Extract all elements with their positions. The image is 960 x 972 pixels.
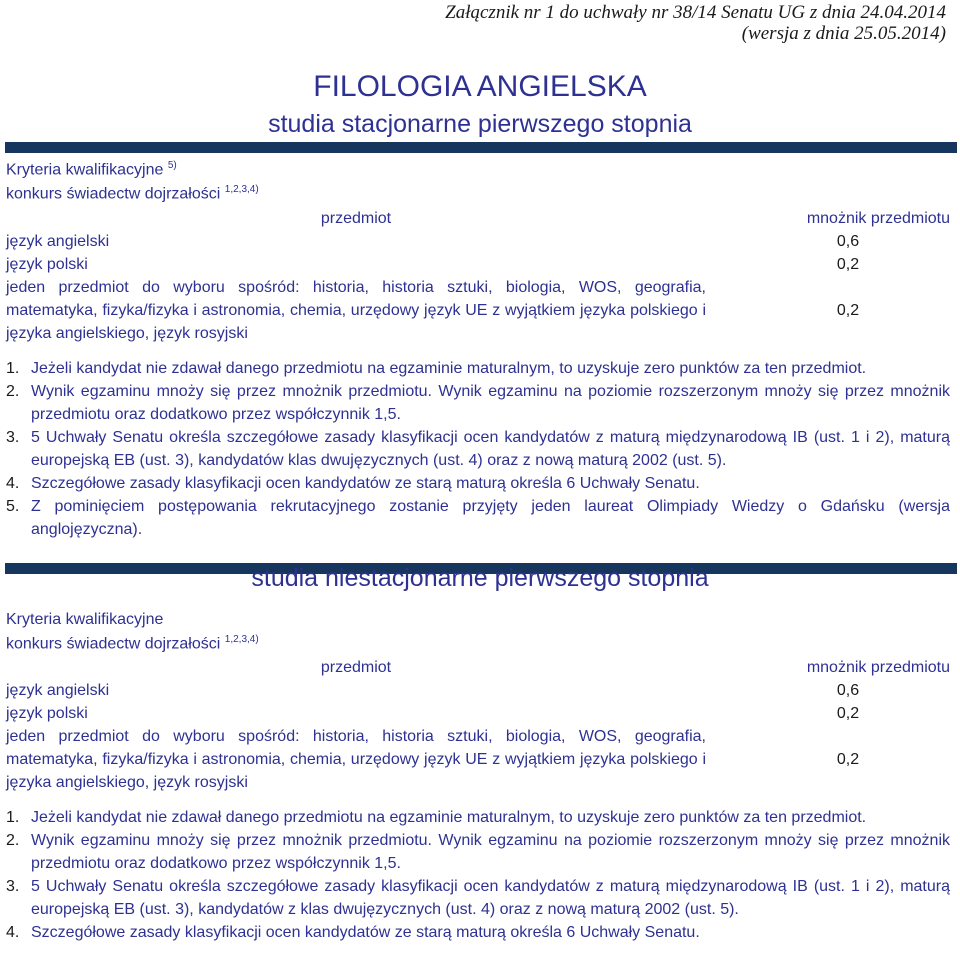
table-row <box>6 253 950 276</box>
table-row <box>6 725 950 794</box>
subject-name: jeden przedmiot do wyboru spośród: historia, historia sztuki, biologia, WOS, geografia, matematyka, fizyka/fizyka i astronomia, chemia, urzędowy język UE z wyjątkiem języka polskiego i języka angielskiego, język rosyjski <box>6 278 706 342</box>
header-line-2: (wersja z dnia 25.05.2014) <box>741 23 946 44</box>
list-item: 1. Jeżeli kandydat nie zdawał danego przedmiotu na egzaminie maturalnym, to uzyskuje zero punktów za ten przedmiot. <box>6 809 867 827</box>
table-row <box>6 702 950 725</box>
contest-label: konkurs świadectw dojrzałości $^{1,2,3,4)}$ <box>6 184 259 203</box>
subject-name: język angielski <box>6 232 110 250</box>
table-row <box>6 679 950 702</box>
contest-footnote-ref: 1,2,3,4) <box>224 634 259 645</box>
subject-name: język angielski <box>6 682 110 700</box>
section-title-full-time: studia stacjonarne pierwszego stopnia <box>268 110 692 138</box>
col-header-multiplier: mnożnik przedmiotu <box>806 209 950 227</box>
col-header-subject: przedmiot <box>320 209 392 227</box>
list-item: 2. Wynik egzaminu mnoży się przez mnożnik przedmiotu. Wynik egzaminu na poziomie rozszerzonym mnoży się przez mnożnik przedmiotu oraz dodatkowo przez współczynnik 1,5. <box>6 382 950 423</box>
list-item: 3. 5 Uchwały Senatu określa szczegółowe zasady klasyfikacji ocen kandydatów z maturą międzynarodową IB (ust. 1 i 2), maturą europejską EB (ust. 3), kandydatów z klas dwujęzycznych (ust. 4) oraz z nową maturą 2002 (ust. 5). <box>6 878 950 919</box>
contest-footnote-ref: 1,2,3,4) <box>224 184 259 196</box>
subject-multiplier: 0,2 <box>836 705 860 723</box>
subjects-table <box>6 656 950 794</box>
footnotes-list <box>6 357 950 541</box>
document-header <box>445 2 946 44</box>
list-item: 4. Szczegółowe zasady klasyfikacji ocen kandydatów ze starą maturą określa 6 Uchwały Senatu. <box>6 924 700 942</box>
list-item: 2. Wynik egzaminu mnoży się przez mnożnik przedmiotu. Wynik egzaminu na poziomie rozszerzonym mnoży się przez mnożnik przedmiotu oraz dodatkowo przez współczynnik 1,5. <box>6 832 950 873</box>
footnotes-list <box>6 806 950 944</box>
criteria-label: Kryteria kwalifikacyjne $^{5)}$ <box>6 160 177 179</box>
contest-label: konkurs świadectw dojrzałości $^{1,2,3,4)}$ <box>6 634 259 653</box>
subjects-table <box>6 207 950 345</box>
list-item: 5. Z pominięciem postępowania rekrutacyjnego zostanie przyjęty jeden laureat Olimpiady Wiedzy o Gdańsku (wersja anglojęzyczna). <box>6 497 950 538</box>
subject-name: język polski <box>6 705 88 723</box>
section-title-part-time: studia niestacjonarne pierwszego stopnia <box>251 564 709 592</box>
table-header-row <box>6 207 950 230</box>
subject-multiplier: 0,2 <box>836 301 860 319</box>
subject-multiplier: 0,2 <box>836 751 860 769</box>
section-full-time <box>6 156 950 541</box>
subject-name: jeden przedmiot do wyboru spośród: historia, historia sztuki, biologia, WOS, geografia, matematyka, fizyka/fizyka i astronomia, chemia, urzędowy język UE z wyjątkiem języka polskiego i języka angielskiego, język rosyjski <box>6 728 706 792</box>
criteria-footnote-ref: 5) <box>167 160 177 171</box>
col-header-multiplier: mnożnik przedmiotu <box>806 659 950 677</box>
criteria-label: Kryteria kwalifikacyjne <box>6 611 164 628</box>
list-item: 3. 5 Uchwały Senatu określa szczegółowe zasady klasyfikacji ocen kandydatów z maturą międzynarodową IB (ust. 1 i 2), maturą europejską EB (ust. 3), kandydatów klas dwujęzycznych (ust. 4) oraz z nową maturą 2002 (ust. 5). <box>6 428 950 469</box>
subject-multiplier: 0,6 <box>836 682 860 700</box>
col-header-subject: przedmiot <box>320 659 392 677</box>
table-header-row <box>6 656 950 679</box>
section-divider-bar <box>5 142 957 153</box>
list-item: 1. Jeżeli kandydat nie zdawał danego przedmiotu na egzaminie maturalnym, to uzyskuje zero punktów za ten przedmiot. <box>6 359 867 377</box>
subject-multiplier: 0,2 <box>836 255 860 273</box>
table-row <box>6 230 950 253</box>
subject-name: język polski <box>6 255 88 273</box>
header-line-1: Załącznik nr 1 do uchwały nr 38/14 Senatu UG z dnia 24.04.2014 <box>445 2 946 23</box>
table-row <box>6 276 950 345</box>
section-part-time <box>6 610 950 944</box>
list-item: 4. Szczegółowe zasady klasyfikacji ocen kandydatów ze starą maturą określa 6 Uchwały Senatu. <box>6 474 700 492</box>
page-title: FILOLOGIA ANGIELSKA <box>313 70 647 103</box>
subject-multiplier: 0,6 <box>836 232 860 250</box>
